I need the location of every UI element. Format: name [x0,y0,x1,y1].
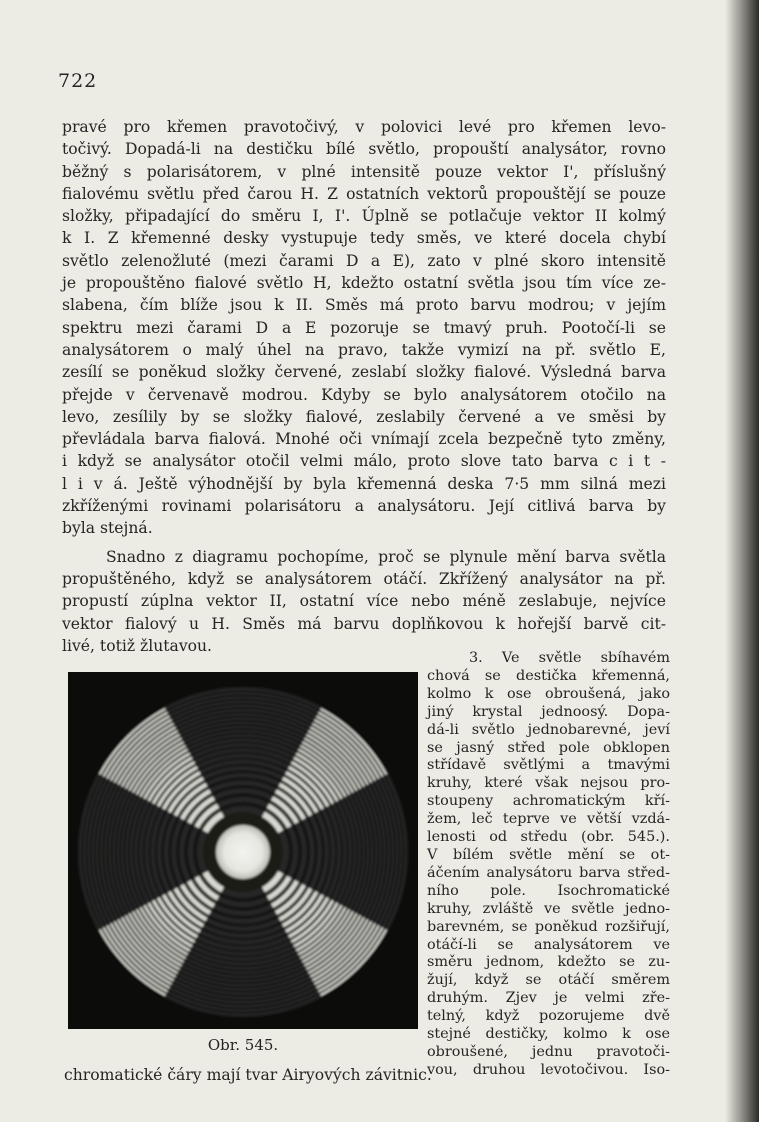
text-line: druhým. Zjev je velmi zře- [427,990,670,1007]
page-edge-shadow [725,0,759,1122]
paragraph-1 [62,116,666,540]
text-line: byla stejná. [62,519,153,538]
side-column-text [427,650,670,1080]
text-line: l i v á. Ještě výhodnější by byla křemenná deska 7·5 mm silná mezi [62,474,666,493]
text-line: je propouštěno fialové světlo H, kdežto ostatní světla jsou tím více ze- [62,274,666,293]
text-line: světlo zelenožluté (mezi čarami D a E), zato v plné skoro intensitě [62,251,666,270]
main-text-block [62,116,666,657]
text-line: propustí zúplna vektor II, ostatní více nebo méně zeslabuje, nejvíce [62,592,666,611]
text-line: dá-li světlo jednobarevné, jeví [427,721,670,738]
text-line: livé, totiž žlutavou. [62,636,213,655]
text-line: žují, když se otáčí směrem [427,972,670,989]
text-line: vektor fialový u H. Směs má barvu doplňkovou k hořejší barvě cit- [62,614,666,633]
text-line: chová se destička křemenná, [427,667,670,684]
text-line: spektru mezi čarami D a E pozoruje se tmavý pruh. Pootočí-li se [62,318,666,337]
text-line: i když se analysátor otočil velmi málo, proto slove tato barva c i t - [62,452,666,471]
text-line: kruhy, zvláště ve světle jedno- [427,900,670,917]
text-line: otáčí-li se analysátorem ve [427,936,670,953]
page-number: 722 [58,70,98,92]
text-line: stejné destičky, kolmo k ose [427,1026,670,1043]
text-line: fialovému světlu před čarou H. Z ostatních vektorů propouštějí se pouze [62,184,666,203]
text-line: propuštěného, když se analysátorem otáčí. Zkřížený analysátor na př. [62,569,666,588]
text-line: obroušené, jednu pravotoči- [427,1043,670,1060]
text-line: levo, zesílily by se složky fialové, zeslabily červené a ve směsi by [62,407,666,426]
bottom-line-text: chromatické čáry mají tvar Airyových závitnic. [64,1066,432,1084]
text-line: složky, připadající do směru I, I'. Úplně se potlačuje vektor II kolmý [62,207,666,226]
text-line: přejde v červenavě modrou. Kdyby se bylo analysátorem otočilo na [62,385,666,404]
text-line: pravé pro křemen pravotočivý, v polovici levé pro křemen levo- [62,118,666,136]
figure-caption: Obr. 545. [207,1036,279,1054]
text-line: kruhy, které však nejsou pro- [427,775,670,792]
text-line: Snadno z diagramu pochopíme, proč se plynule mění barva světla [106,547,666,566]
paragraph-2 [62,546,666,657]
text-line: barevném, se poněkud rozšiřují, [427,918,670,935]
text-line: lenosti od středu (obr. 545.). [427,829,670,846]
text-line: se jasný střed pole obklopen [427,739,670,756]
figure-545-image [68,672,418,1029]
text-line: stoupeny achromatickým kří- [427,793,670,810]
text-line: zesílí se poněkud složky červené, zeslabí složky fialové. Výsledná barva [62,363,666,382]
text-line: střídavě světlými a tmavými [427,757,670,774]
text-line: běžný s polarisátorem, v plné intensitě pouze vektor I', příslušný [62,162,666,181]
text-line: převládala barva fialová. Mnohé oči vnímají zcela bezpečně tyto změny, [62,430,666,449]
text-line: točivý. Dopadá-li na destičku bílé světlo, propouští analysátor, rovno [62,140,666,159]
text-line: áčením analysátoru barva střed- [427,864,670,881]
text-line: ního pole. Isochromatické [427,882,670,899]
text-line: žem, leč teprve ve větší vzdá- [427,811,670,828]
text-line: směru jednom, kdežto se zu- [427,954,670,971]
text-line: slabena, čím blíže jsou k II. Směs má proto barvu modrou; v jejím [62,296,666,315]
text-line: jiný krystal jednoosý. Dopa- [427,703,670,720]
text-line: zkříženými rovinami polarisátoru a analysátoru. Její citlivá barva by [62,497,666,516]
text-line: analysátorem o malý úhel na pravo, takže vymizí na př. světlo E, [62,340,666,359]
text-line: telný, když pozorujeme dvě [427,1008,670,1025]
text-line: k I. Z křemenné desky vystupuje tedy směs, ve které docela chybí [62,229,666,248]
text-line: vou, druhou levotočivou. Iso- [427,1061,670,1078]
text-line: 3. Ve světle sbíhavém [469,650,670,666]
text-line: kolmo k ose obroušená, jako [427,685,670,702]
text-line: V bílém světle mění se ot- [427,846,670,863]
